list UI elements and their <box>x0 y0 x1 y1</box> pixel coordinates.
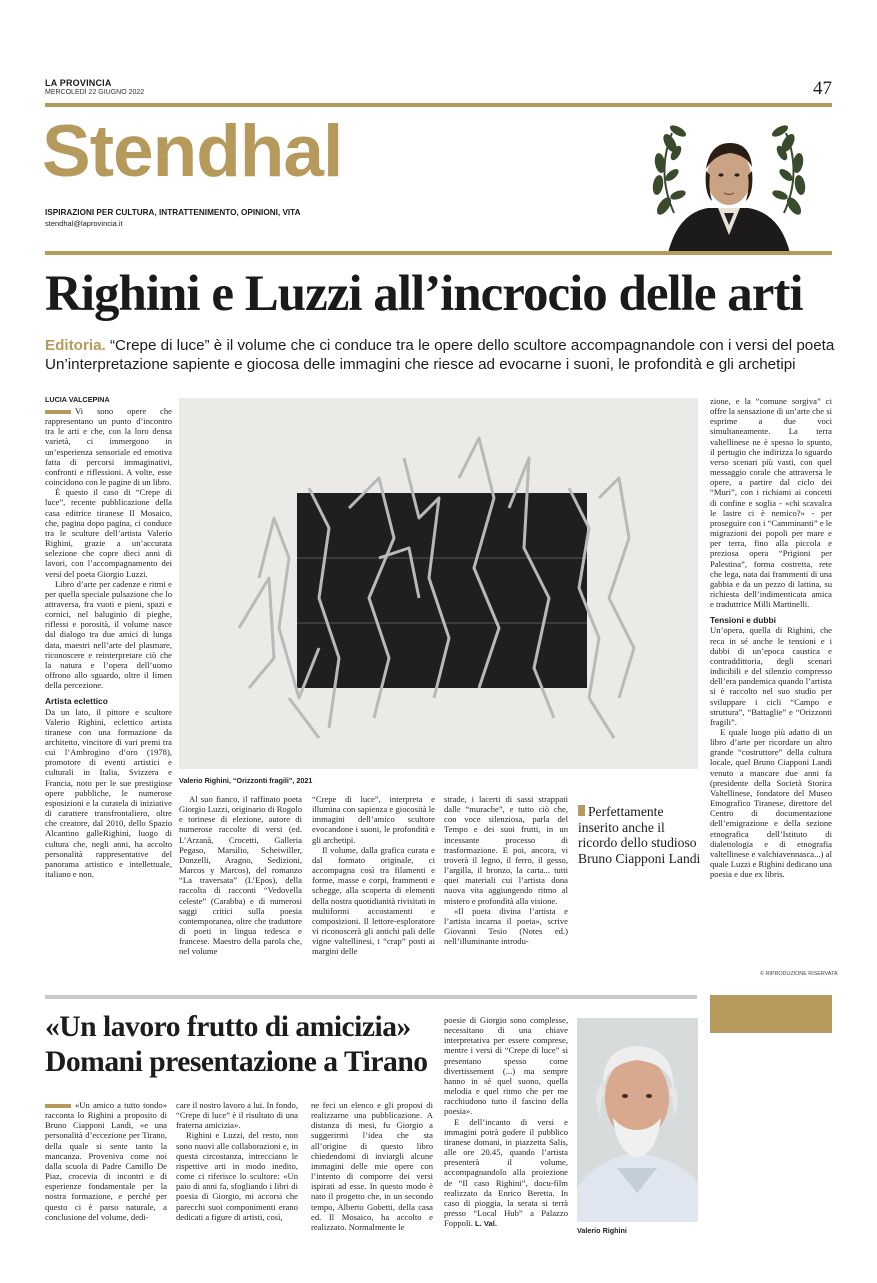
pull-quote-text: Perfettamente inserito anche il ricordo dello studioso Bruno Ciapponi Landi <box>578 804 701 866</box>
sidebar-headline-line1: «Un lavoro frutto di amicizia» <box>45 1011 411 1043</box>
section-title: Stendhal <box>42 111 343 192</box>
col2-paragraph: Al suo fianco, il raffinato poeta Giorgio Luzzi, originario di Rogolo e torinese di elezione, autore di numerose raccolte di versi (ed. L’Arzanà, Crocetti, Galleria Pegaso, Marsilio, Scheiwiller, Donzelli, Aragno, Sedizioni, Marcos y Marcos), del romanzo “La traversata” (L’Epos), della raccolta di racconti “Vedovella celeste” (Carabba) e di numerosi saggi critici sulla poesia contemporanea, oltre che traduttore di poeti in lingua tedesca e francese. Maestro della parola che, nel volume <box>179 794 302 957</box>
col6-paragraph-1: zione, e la “comune sorgiva” ci offre la sensazione di un’arte che si esprime a due voci simultaneamente. La terra valtellinese ne è spesso lo spunto, il pertugio che indirizza lo sguardo verso scenari più vasti, con quel messaggio corale che attraversa le opere, a partire dal ciclo dei “Muri”, con i richiami ai concetti di confine e soglia - «chi scavalca le lastre ci è nemico?» - per proseguire con i “Camminanti” e le migrazioni dei popoli per mare e per terra, fino alla piccola e preziosa opera “Prigioni per Palestina”, forma costretta, rete che lega, nata dai frammenti di una gabbia e da un pezzo di lattina, su richiesta dell’indimenticata amica e traduttrice Milli Martinelli. <box>710 396 832 610</box>
sidebar-col1-paragraph: «Un amico a tutto tondo» racconta lo Righini a proposito di Bruno Ciapponi Landi, «e una personalità d’eccezione per Tirano, della quale si sente tanto la mancanza. Proveniva come noi dalla scuola di Padre Camillo De Piaz, crocevia di incontri e di esperienze fondamentale per la nostra formazione, e perché per questo ci è parso naturale, a conclusione del volume, dedi- <box>45 1100 167 1222</box>
col1-paragraph-3: Libro d’arte per cadenze e ritmi e per quella speciale pulsazione che lo attraversa, fra vuoti e pieni, spazi e cornici, nel baluginio di pieghe, riflessi e porosità, il volume nasce dal dialogo tra due amici di lunga data, maestri nell’arte del plasmare, riconoscere e reinterpretare ciò che la natura e l’opera dell’uomo offrono allo sguardo, oltre il limen della percezione. <box>45 578 172 691</box>
page-number: 47 <box>813 78 832 99</box>
copyright-notice: © RIPRODUZIONE RISERVATA <box>760 971 838 977</box>
sidebar-col2-paragraph-2: Righini e Luzzi, del resto, non sono nuovi alle collaborazioni e, in questa circostanza, intrecciano le rispettive arti in modo inedito, come ci riferisce lo scultore: «Un paio di anni fa, sfogliando i libri di poesia di Giorgio, mi accorsi che parecchi suoi componimenti erano dedicati a figure di artisti, così, <box>176 1130 298 1222</box>
sidebar-column-3 <box>311 1100 433 1232</box>
sidebar-col2-paragraph-1: care il nostro lavoro a lui. In fondo, “Crepe di luce” è il risultato di una fraterna amicizia». <box>176 1100 298 1131</box>
article-kicker: Editoria. <box>45 337 106 354</box>
col6-paragraph-3: E quale luogo più adatto di un libro d’arte per ricordare un altro grande “costruttore” della cultura locale, quel Bruno Ciapponi Landi venuto a mancare due anni fa (presidente della Società Storica Valtellinese, fondatore del Museo Etnografico Tiranese, direttore del Centro di documentazione dell’emigrazione e della sezione etnografica dell’Istituto di dialettologia e di etnografia valtellinese e valchiavennasca...) al quale Luzzi e Righini dedicano una poesia e due ex libris. <box>710 727 832 880</box>
col3-paragraph-1: “Crepe di luce”, interpreta e illumina con sapienza e giocosità le immagini dell’amico scultore evocandone i suoni, le profondità e gli archetipi. <box>312 794 435 845</box>
subheading-artista-eclettico: Artista eclettico <box>45 696 108 707</box>
sidebar-col4-paragraph-2: E dell’incanto di versi e immagini potrà godere il pubblico tiranese domani, in piazzetta Salis, alle ore 20.45, quando l’artista presenterà il volume, accompagnandolo alla proiezione de “Il caso Righini”, docu-film realizzato da Enrico Beretta. In caso di pioggia, la serata si terrà presso “Local Hub” a Palazzo Foppoli. <box>444 1116 568 1229</box>
article-headline: Righini e Luzzi all’incrocio delle arti <box>45 266 803 322</box>
sidebar-signature: L. Val. <box>475 1219 497 1229</box>
photo-caption: Valerio Righini <box>577 1226 627 1235</box>
portrait-photo-icon <box>577 1018 698 1222</box>
col3-paragraph-2: Il volume, dalla grafica curata e dal formato originale, ci accompagna così tra filamenti e forme, masse e corpi, frammenti e schegge, alla scoperta di elementi della nostra quotidianità rivisitati in multiformi accostamenti e composizioni. Il lettore-esploratore vi riconoscerà gli antichi pali delle vigne valtellinesi, i “crap” posti ai margini delle <box>312 844 435 957</box>
top-rule <box>45 103 832 107</box>
col4-paragraph-2: «Il poeta divina l’artista e l’artista incarna il poeta», scrive Giovanni Tesio (Notes ed.) nell’illuminante introdu- <box>444 905 568 947</box>
col1-paragraph-1: Vi sono opere che rappresentano un punto d’incontro tra le arti e che, con la loro densa varietà, ci immergono in un’esperienza sensoriale ed emotiva fatta di percorsi immaginativi, confronti e riflessioni. A volte, esse coincidono con le pagine di un libro. <box>45 406 172 488</box>
side-block <box>710 995 832 1033</box>
subheading-tensioni-dubbi: Tensioni e dubbi <box>710 615 776 626</box>
col1-paragraph-2: È questo il caso di “Crepe di luce”, recente pubblicazione della casa editrice tiranese Il Mosaico, che, pagina dopo pagina, ci conduce tra le sculture dell’artista Valerio Righini, grazie a un’accurata selezione che copre dieci anni di lavori, con l’accompagnamento dei versi del poeta Giorgio Luzzi. <box>45 487 172 579</box>
stendhal-portrait-logo <box>648 113 810 253</box>
article-column-6 <box>710 396 832 879</box>
lead-marker <box>45 410 71 414</box>
article-deck <box>45 336 845 374</box>
newspaper-name: LA PROVINCIA <box>45 78 112 88</box>
sidebar-column-2 <box>176 1100 298 1222</box>
col6-paragraph-2: Un’opera, quella di Righini, che reca in sé anche le tensioni e i dubbi di un’epoca caustica e contraddittoria, degli scenari indicibili e del silenzio compresso dell’era pandemica quando l’artista si è raccolto nel suo studio per sviluppare i cicli “Campo e struttura”, “Battaglie” e “Orizzonti fragili”. <box>710 625 832 727</box>
byline: LUCIA VALCEPINA <box>45 395 110 404</box>
article-deck-line1: “Crepe di luce” è il volume che ci conduce tra le opere dello scultore accompagnandole con i versi del poeta <box>105 337 835 354</box>
article-column-2 <box>179 794 302 957</box>
header-rule <box>45 251 832 255</box>
wire-sculpture-icon <box>179 398 698 769</box>
article-deck-line2: Un’interpretazione sapiente e giocosa delle immagini che riesce ad evocarne i suoni, le profondità e gli archetipi <box>45 356 796 373</box>
sidebar-col3-paragraph: ne feci un elenco e gli proposi di realizzarne una pubblicazione. A distanza di mesi, fu Giorgio a suggerirmi l’idea che sta all’origine di questo libro chiedendomi di inviargli alcune immagini delle mie opere con l’intento di comporre dei versi ispirati ad esse. In questo modo è nato il progetto che, in un secondo tempo, Alberto Gobetti, della casa ed. Il Mosaico, ha accolto e realizzato. Normalmente le <box>311 1100 433 1232</box>
col1-paragraph-4: Da un lato, il pittore e scultore Valerio Righini, eclettico artista tiranese con una formazione da architetto, vincitore di vari premi tra cui l’Ambrogino d’oro (1978), promotore di eventi artistici e culturali in Italia, Svizzera e Francia, noto per le sue prestigiose opere pubbliche, le numerose esposizioni e la curatela di iniziative di carattere transfrontaliero, oltre che creatore, dal 2010, dello Spazio Alcantino galleRighini, luogo di cultura che, negli anni, ha accolto personalità rappresentative del panorama artistico e intellettuale, italiano e non. <box>45 706 172 880</box>
artwork-image <box>179 398 698 769</box>
righini-photo <box>577 1018 698 1222</box>
sidebar-column-4 <box>444 1015 568 1229</box>
sidebar-col4-paragraph-1: poesie di Giorgio sono complesse, necessitano di una chiave interpretativa per essere comprese, mentre i versi di “Crepe di luce” si presentano spesso come divertissement (...) ma sempre hanno in sé quel suono, quella melodia e quel ritmo che per me racchiudono tutto il fascino della poesia». <box>444 1015 568 1117</box>
section-tagline: ISPIRAZIONI PER CULTURA, INTRATTENIMENTO, OPINIONI, VITA <box>45 208 301 217</box>
sidebar-lead-marker <box>45 1104 71 1108</box>
sidebar-headline-line2: Domani presentazione a Tirano <box>45 1046 428 1078</box>
article-column-3 <box>312 794 435 957</box>
col4-paragraph-1: strade, i lacerti di sassi strappati dalle “murache”, e tutto ciò che, con voce silenziosa, parla del Tempo e dei suoi frutti, in un incessante processo di trasformazione. E poi, ancora, vi troverà il legno, il ferro, il gesso, l’argilla, il bronzo, la carta... tutti quei materiali cui l’artista dona nuova vita aggiungendo ritmo al mistero e profondità alla visione. <box>444 794 568 906</box>
section-divider <box>45 995 697 999</box>
section-email: stendhal@laprovincia.it <box>45 219 123 228</box>
pull-quote-marker <box>578 805 585 816</box>
laurel-portrait-icon <box>648 113 810 253</box>
article-column-4 <box>444 794 568 946</box>
sidebar-column-1 <box>45 1100 167 1222</box>
image-caption: Valerio Righini, “Orizzonti fragili”, 2021 <box>179 776 313 785</box>
sidebar-headline <box>45 1010 435 1080</box>
article-column-1 <box>45 406 172 879</box>
pull-quote <box>578 804 702 866</box>
issue-date: MERCOLEDÌ 22 GIUGNO 2022 <box>45 89 145 96</box>
